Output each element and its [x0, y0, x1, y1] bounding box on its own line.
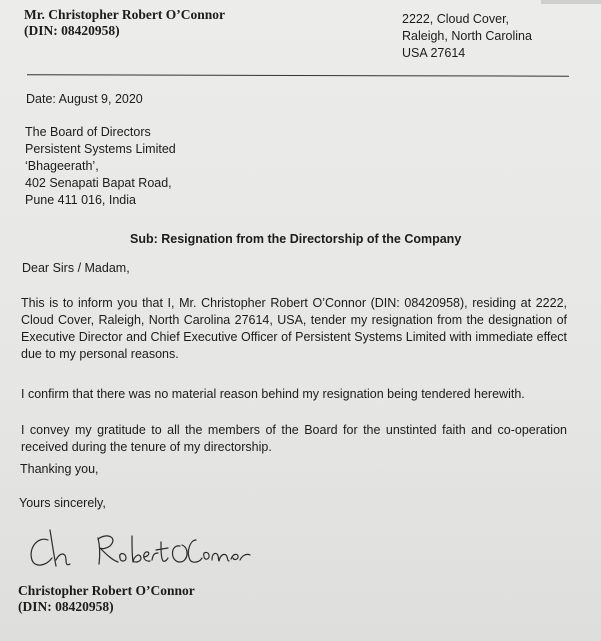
- salutation: Dear Sirs / Madam,: [22, 261, 130, 275]
- signatory-din: (DIN: 08420958): [18, 599, 114, 614]
- letter-date: Date: August 9, 2020: [26, 92, 143, 106]
- handwritten-signature: [20, 522, 270, 578]
- closing-thanks: Thanking you,: [20, 462, 99, 476]
- sender-din: (DIN: 08420958): [24, 23, 120, 38]
- body-paragraph: I convey my gratitude to all the members of the Board for the unstinted faith and co-operation received during the tenure of my directorship.: [21, 423, 567, 454]
- letter-subject: Sub: Resignation from the Directorship of the Company: [130, 232, 462, 246]
- sender-name: Mr. Christopher Robert O’Connor: [24, 7, 225, 22]
- sender-address-line: USA 27614: [402, 46, 466, 60]
- header-divider: [27, 74, 569, 76]
- sender-address-line: 2222, Cloud Cover,: [402, 12, 510, 26]
- body-paragraph: This is to inform you that I, Mr. Christopher Robert O’Connor (DIN: 08420958), residing at 2222, Cloud Cover, Raleigh, North Carolina 27614, USA, tender my resignation from the designation of Executive Director and Chief Executive Officer of Persistent Systems Limited with immediate effect due to my personal reasons.: [21, 296, 567, 361]
- signatory-name: Christopher Robert O’Connor: [18, 583, 195, 598]
- recipient-line: ‘Bhageerath’,: [25, 159, 99, 173]
- sender-address-line: Raleigh, North Carolina: [402, 29, 532, 43]
- body-paragraph: I confirm that there was no material reason behind my resignation being tendered herewith.: [21, 387, 525, 401]
- recipient-line: 402 Senapati Bapat Road,: [25, 176, 172, 190]
- recipient-line: Pune 411 016, India: [25, 193, 136, 207]
- page-edge-mark: [541, 0, 601, 4]
- recipient-line: The Board of Directors: [25, 125, 151, 139]
- recipient-line: Persistent Systems Limited: [25, 142, 176, 156]
- closing-signoff: Yours sincerely,: [19, 496, 106, 510]
